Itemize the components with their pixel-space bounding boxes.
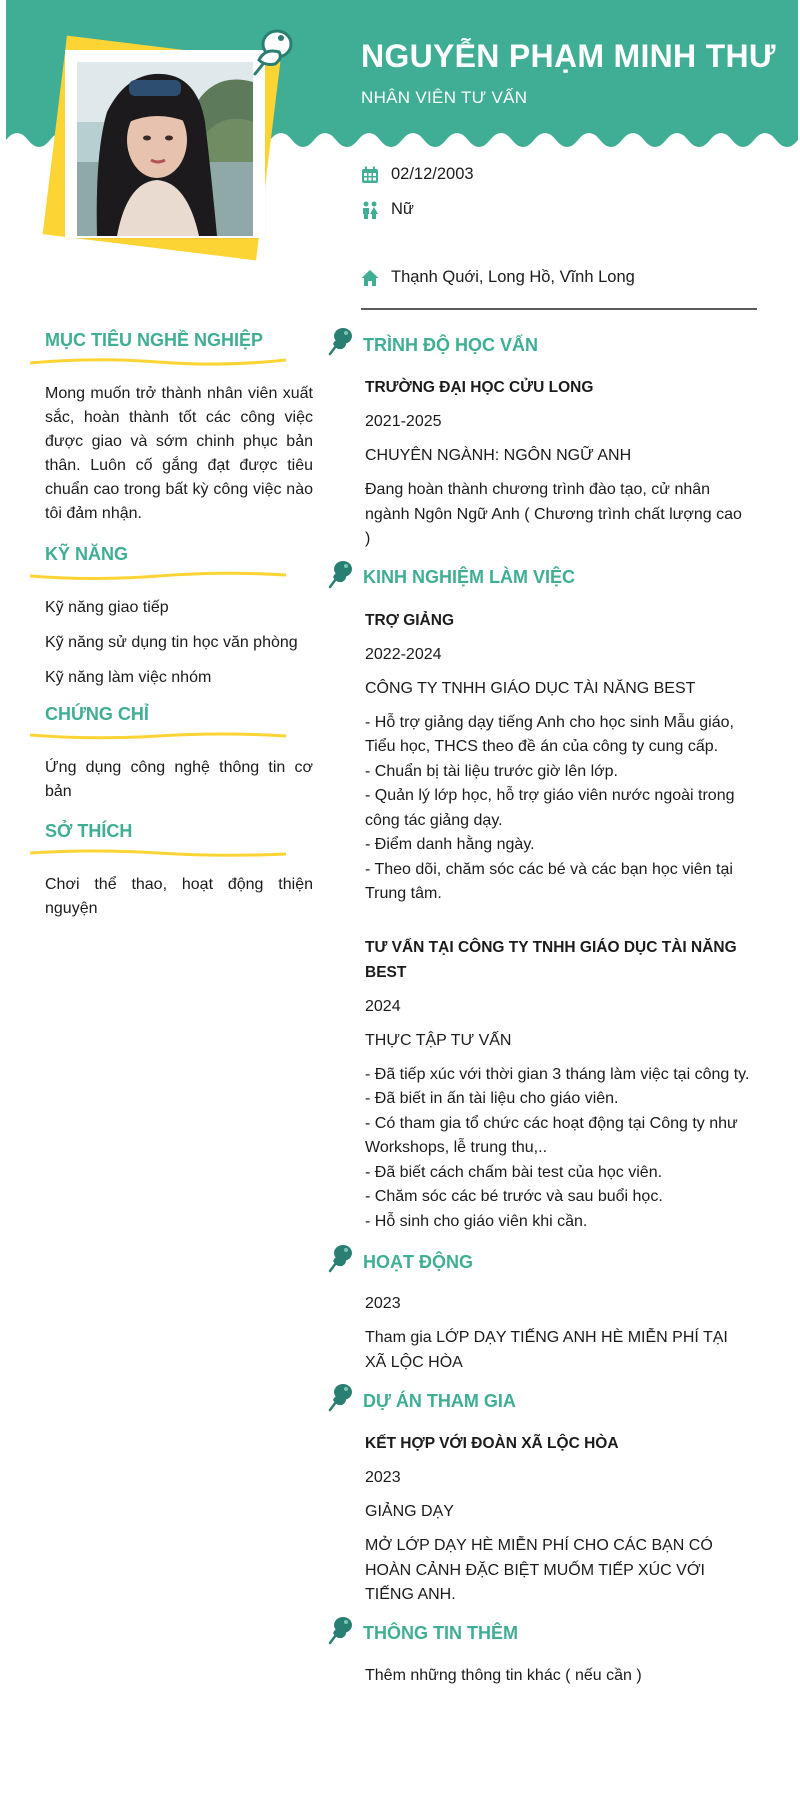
hobby-item: Chơi thể thao, hoạt động thiện nguyện <box>45 876 313 917</box>
projects-body <box>330 1431 750 1608</box>
hobbies-title: SỞ THÍCH <box>45 821 133 841</box>
calendar-icon <box>361 166 379 184</box>
gender-row <box>361 200 414 219</box>
education-period: 2021-2025 <box>365 413 442 430</box>
skill-item: Kỹ năng làm việc nhóm <box>45 669 212 686</box>
job-duties <box>365 1063 750 1235</box>
birthdate-row <box>361 165 474 184</box>
certificates-title: CHỨNG CHỈ <box>45 704 149 724</box>
projects-header <box>330 1383 760 1419</box>
duty-item: - Hỗ trợ giảng dạy tiếng Anh cho học sinh Mẫu giáo, Tiểu học, THCS theo đề án của công ty cung cấp. <box>365 713 734 755</box>
project-name: KẾT HỢP VỚI ĐOÀN XÃ LỘC HÒA <box>365 1435 619 1452</box>
duty-item: - Đã tiếp xúc với thời gian 3 tháng làm việc tại công ty. <box>365 1065 750 1083</box>
candidate-name: NGUYỄN PHẠM MINH THƯ <box>361 38 776 74</box>
project-role: GIẢNG DẠY <box>365 1503 454 1520</box>
job-position: TRỢ GIẢNG <box>365 611 454 629</box>
projects-title: DỰ ÁN THAM GIA <box>363 1390 516 1411</box>
objective-section <box>30 330 313 526</box>
skill-item: Kỹ năng giao tiếp <box>45 599 169 616</box>
activities-title: HOẠT ĐỘNG <box>363 1251 473 1272</box>
experience-body <box>330 608 750 1235</box>
objective-text: Mong muốn trở thành nhân viên xuất sắc, hoàn thành tốt các công việc được giao và sớm chinh phục bản thân. Luôn cố gắng đạt được tiêu chuẩn cao trong bất kỳ công việc nào tôi đảm nhận. <box>45 385 313 522</box>
duty-item: - Đã biết cách chấm bài test của học viên. <box>365 1163 663 1181</box>
education-section <box>330 327 760 552</box>
experience-section <box>330 560 760 1235</box>
profile-photo <box>77 62 253 236</box>
activities-body <box>330 1292 750 1375</box>
duty-item: - Quản lý lớp học, hỗ trợ giáo viên nước ngoài trong công tác giảng dạy. <box>365 787 735 829</box>
pushpin-icon <box>249 24 297 76</box>
duty-item: - Theo dõi, chăm sóc các bé và các bạn học viên tại Trung tâm. <box>365 860 733 902</box>
job-company: THỰC TẬP TƯ VẤN <box>365 1031 512 1049</box>
activities-header <box>330 1244 760 1280</box>
skills-section <box>30 544 310 690</box>
photo-frame <box>65 50 265 238</box>
objective-title: MỤC TIÊU NGHỀ NGHIỆP <box>45 330 264 350</box>
address-row <box>361 268 635 287</box>
skill-item: Kỹ năng sử dụng tin học văn phòng <box>45 634 298 651</box>
certificate-item: Ứng dụng công nghệ thông tin cơ bản <box>45 759 313 800</box>
education-description: Đang hoàn thành chương trình đào tạo, cử nhân ngành Ngôn Ngữ Anh ( Chương trình chất lượng cao ) <box>365 481 742 547</box>
pushpin-icon <box>328 1382 356 1412</box>
certificates-section <box>30 704 313 804</box>
activity-year: 2023 <box>365 1295 401 1312</box>
wave-divider <box>30 570 286 582</box>
address: Thạnh Quới, Long Hồ, Vĩnh Long <box>391 268 635 286</box>
activities-section <box>330 1244 760 1375</box>
profile-photo-frame <box>44 30 284 270</box>
job-duties <box>365 711 750 907</box>
left-column <box>30 330 313 932</box>
job-company: CÔNG TY TNHH GIÁO DỤC TÀI NĂNG BEST <box>365 679 696 697</box>
extra-section <box>330 1616 760 1688</box>
pushpin-icon <box>328 1615 356 1645</box>
wave-divider <box>30 847 286 859</box>
wave-divider <box>30 730 286 742</box>
duty-item: - Điểm danh hằng ngày. <box>365 836 535 853</box>
duty-item: - Chuẩn bị tài liệu trước giờ lên lớp. <box>365 762 618 780</box>
candidate-role: NHÂN VIÊN TƯ VẤN <box>361 88 528 107</box>
right-column <box>330 327 760 1698</box>
job-position: TƯ VẤN TẠI CÔNG TY TNHH GIÁO DỤC TÀI NĂNG BEST <box>365 938 737 981</box>
duty-item: - Hỗ sinh cho giáo viên khi cần. <box>365 1212 588 1230</box>
extra-text: Thêm những thông tin khác ( nếu cần ) <box>365 1666 642 1684</box>
wave-divider <box>30 356 286 368</box>
contact-divider <box>361 308 757 310</box>
hobbies-section <box>30 821 313 921</box>
job-period: 2024 <box>365 997 401 1015</box>
education-title: TRÌNH ĐỘ HỌC VẤN <box>363 334 538 355</box>
duty-item: - Đã biết in ấn tài liệu cho giáo viên. <box>365 1090 619 1107</box>
duty-item: - Có tham gia tổ chức các hoạt động tại Công ty như Workshops, lễ trung thu,.. <box>365 1114 738 1156</box>
duty-item: - Chăm sóc các bé trước và sau buổi học. <box>365 1188 663 1205</box>
activity-text: Tham gia LỚP DẠY TIẾNG ANH HÈ MIỄN PHÍ TẠI XÃ LỘC HÒA <box>365 1329 728 1371</box>
projects-section <box>330 1383 760 1608</box>
extra-title: THÔNG TIN THÊM <box>363 1623 518 1643</box>
education-header <box>330 327 760 363</box>
project-text: MỞ LỚP DẠY HÈ MIỄN PHÍ CHO CÁC BẠN CÓ HOÀN CẢNH ĐẶC BIỆT MUỐM TIẾP XÚC VỚI TIẾNG ANH. <box>365 1537 713 1603</box>
pushpin-icon <box>328 559 356 589</box>
extra-body <box>330 1664 750 1688</box>
birthdate: 02/12/2003 <box>391 165 474 183</box>
home-icon <box>361 269 379 287</box>
experience-header <box>330 560 760 596</box>
gender: Nữ <box>391 200 414 218</box>
experience-title: KINH NGHIỆM LÀM VIỆC <box>363 567 576 587</box>
extra-header <box>330 1616 760 1652</box>
pushpin-icon <box>328 326 356 356</box>
project-year: 2023 <box>365 1469 401 1486</box>
school-name: TRƯỜNG ĐẠI HỌC CỬU LONG <box>365 379 594 396</box>
job-period: 2022-2024 <box>365 645 442 663</box>
people-icon <box>361 201 379 219</box>
skills-title: KỸ NĂNG <box>45 544 129 564</box>
education-major: CHUYÊN NGÀNH: NGÔN NGỮ ANH <box>365 447 632 464</box>
education-body <box>330 375 750 552</box>
pushpin-icon <box>328 1243 356 1273</box>
